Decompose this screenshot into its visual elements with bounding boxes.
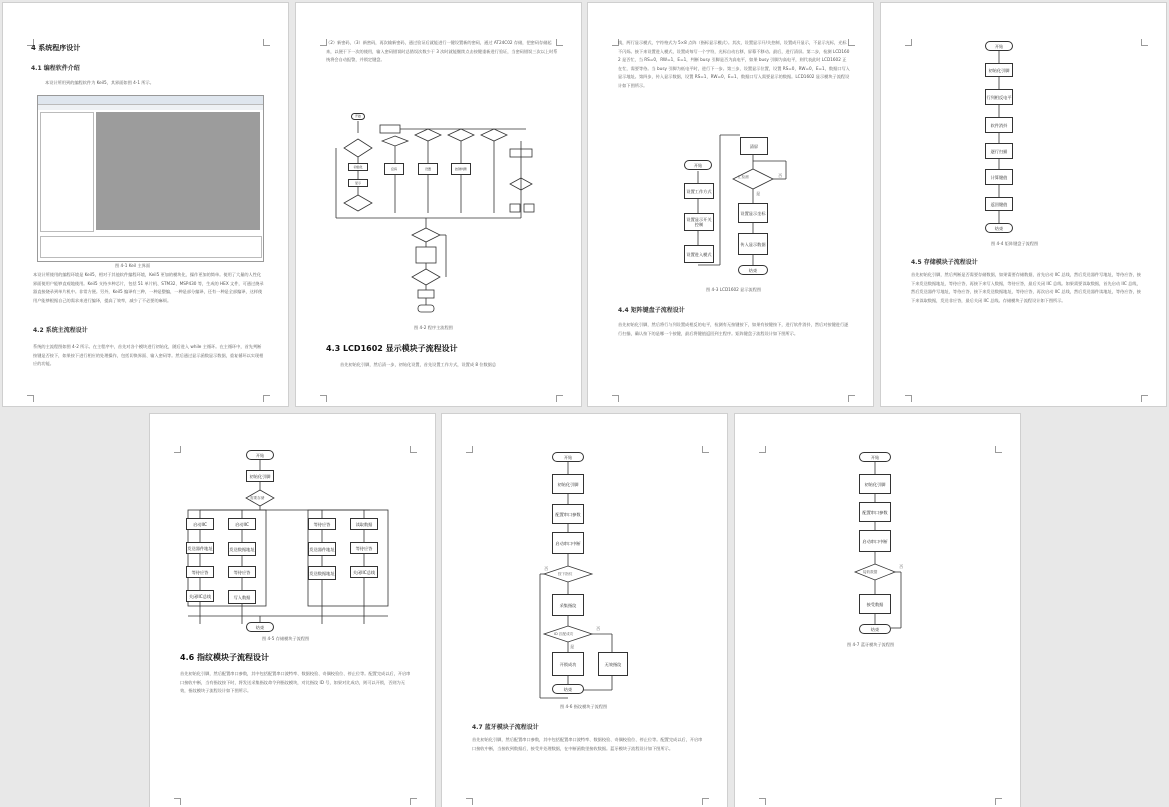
yes-label: 是: [756, 191, 761, 196]
fp-unlock: 开锁成功: [552, 652, 584, 676]
figure-caption: 图 4-2 程序主流程图: [414, 325, 453, 330]
no-label: 否: [544, 566, 549, 571]
document-page-3: [588, 3, 873, 406]
margin-corner: [263, 395, 270, 402]
bt-start: 开始: [859, 452, 891, 462]
document-page-2: [296, 3, 581, 406]
bt-end: 结束: [859, 624, 891, 634]
margin-corner: [759, 798, 766, 805]
no-label: 否: [899, 564, 904, 569]
st-ack-2: 等待应答: [228, 566, 256, 578]
figure-caption: 图 4-4 矩阵键盘子流程图: [991, 241, 1039, 246]
heading-4-4: 4.4 矩阵键盘子流程设计: [618, 307, 685, 314]
figure-caption: 图 4-6 指纹模块子流程图: [560, 704, 608, 709]
st-ack-3: 等待应答: [308, 518, 336, 530]
document-page-5: [150, 414, 435, 807]
paragraph: 首先初始化引脚，然后配置串口参数，其中包括配置串口波特率、数据校验、奇偶校验位、停止位等。配置完成以后，开启串口接收中断，当有指纹按下时，将发送采集指纹命令到指纹模块，对比指纹 ID 号，如果对比成功，则可以开锁，否则为无效，指纹模块子流程设计如下图所示。: [180, 671, 411, 694]
storage-flowchart-lines: [150, 414, 435, 807]
flow-init: 初始化: [348, 163, 368, 171]
bt-data: 接受数据: [859, 594, 891, 614]
margin-corner: [905, 395, 912, 402]
margin-corner: [612, 395, 619, 402]
st-start-iic-2: 启动IIC: [228, 518, 256, 530]
st-ack: 等待应答: [186, 566, 214, 578]
heading-4-1: 4.1 编程软件介绍: [31, 65, 80, 72]
keil-screenshot: [37, 95, 264, 262]
lcd-busy: 忙检测: [738, 175, 749, 179]
fp-match: ID 匹配成功: [554, 632, 574, 636]
st-addr-2: 发送数据地址: [308, 566, 336, 580]
kb-ret: 返回键值: [985, 197, 1013, 211]
st-need: 需要存储: [250, 496, 265, 500]
lcd-mode: 设置工作方式: [684, 183, 714, 199]
kb-row: 逐行扫描: [985, 143, 1013, 159]
bt-recv: 接收数据: [863, 570, 878, 574]
flow-key: 按键判断: [451, 163, 471, 175]
kb-set: 行列相反电平: [985, 89, 1013, 105]
heading-4-2: 4.2 系统主流程设计: [33, 327, 88, 334]
fp-fail: 无效指纹: [598, 652, 628, 676]
figure-caption: 图 4-1 Keil 主界面: [115, 263, 151, 268]
lcd-disp: 设置显示开关控制: [684, 213, 714, 231]
keyboard-flowchart-lines: [881, 3, 1166, 406]
fp-cfg: 配置串口参数: [552, 504, 584, 524]
paragraph: 本设计所使用的编程环境是 Keil5，相对于其他软件编程环境，Keil5 更加的模块化、操作更加的简单。使用了大量的人性化界面使用户能够直观地使用。Keil5 支持多种芯片，包括 51 单片机、STM32、MSP430 等，生成的 HEX 文件，可通过烧录器直接烧录到单片机中。非常方便。另外，Keil5 编译有三种，一种是整编，一种是部分编译，还有一种是全部编译，这样使用户能够根据自己的需求来进行编译，提高了效率，减少了不必要的麻烦。: [33, 272, 264, 303]
lcd-end: 结束: [738, 265, 768, 275]
bt-irq: 启动串口中断: [859, 530, 891, 552]
paragraph: 系统的主流程图如图 4-2 所示。在主程序中，首先对各个模块进行初始化，随后进入 while 主循环。在主循环中，首先判断按键是否按下，如果按下进行相应的处理操作，包括切换界面、输入密码等。然后通过显示函数显示数据，重复循环以实现相应的功能。: [33, 344, 264, 367]
margin-corner: [848, 395, 855, 402]
fp-start: 开始: [552, 452, 584, 462]
lcd-pos: 设置显示坐标: [738, 203, 768, 223]
st-stop-2: 关闭IIC总线: [350, 566, 378, 578]
kb-delay: 软件消抖: [985, 117, 1013, 133]
paragraph: （2）新密码，（3）新密码，再次输新密码，通过验证后就能进行一键设置新的密码，通过 AT24C02 存储，把密码存储起来，以便于下一次的使用，输入密码错误时总错误次数少于 3 次时就能继续点击按键重新进行验证，当密码错误三次以上时系统将会自动报警，并锁定键盘。: [326, 40, 558, 63]
kb-end: 结束: [985, 223, 1013, 233]
margin-corner: [174, 798, 181, 805]
figure-caption: 图 4-3 LCD1602 显示流程图: [706, 287, 762, 292]
margin-corner: [320, 395, 327, 402]
lcd-start: 开始: [684, 160, 712, 170]
paragraph: 线，两行显示模式，字符格式为 5×8 点阵（指标显示模式）。其次，设置显示开/关控制，设置成开显示，不显示光标，光标不闪烁。接下来设置进入模式，设置成每写一个字符，光标自动右移，屏幕不移动。最后，进行清屏。第二步，检测 LCD1602 是否忙，当 RS=0，RW=1，E=1，判断 busy 引脚是否为高电平，如果 busy 引脚为高电平，则代表此时 LCD1602 正在忙，需要等待。当 busy 引脚为低电平时，进行下一步。第三步，设置显示位置，设置 RS=0，RW=0，E=1，数据口写入显示地址。第四步，传入显示数据，设置 RS=1，RW=0，E=1，数据口写入需要显示的数据。LCD1602 显示模块子流程设计如下图所示。: [618, 40, 850, 88]
paragraph: 首先初始化引脚，然后判断是否需要存储数据，如果需要存储数据，首先启动 IIC 总线，然后发送器件写地址，等待应答，接下来发送数据地址，等待应答，再接下来写入数据，等待应答，最后关闭 IIC 总线。如果需要读取数据，首先启动 IIC 总线，然后发送器件写地址，等待应答，接下来发送数据地址，等待应答，再次启动 IIC 总线，然后发送器件读地址，等待应答，接下来读取数据，发送非应答，最后关闭 IIC 总线。存储模块子流程设计如下图所示。: [911, 272, 1141, 303]
no-label: 否: [778, 173, 783, 178]
margin-corner: [466, 798, 473, 805]
fp-init: 初始化引脚: [552, 474, 584, 494]
flow-set: 设置: [418, 163, 438, 175]
st-start: 开始: [246, 450, 274, 460]
st-read: 读取数据: [350, 518, 378, 530]
lcd-entry: 设置进入模式: [684, 245, 714, 263]
fp-collect: 采集指纹: [552, 594, 584, 616]
paragraph: 首先初始化引脚，然后将行与列设置成相反的电平，检测有无按键按下，如果有按键按下，进行软件消抖，然后对按键进行逐行扫描，确认按下的是哪一个按键，最后将键值返回到主程序。矩阵键盘子流程设计如下图所示。: [618, 322, 849, 336]
document-page-6: [442, 414, 727, 807]
document-page-1: [3, 3, 288, 406]
no-label: 否: [596, 626, 601, 631]
bt-cfg: 配置串口参数: [859, 502, 891, 522]
st-init: 初始化引脚: [246, 470, 274, 482]
margin-corner: [556, 395, 563, 402]
paragraph: 首先初始化引脚，然后配置串口参数，其中包括配置串口波特率、数据校验、奇偶校验位、停止位等。配置完成以后，开启串口接收中断，当接收到数据后，接受并处理数据，在中断函数里接收数据。蓝牙模块子流程设计如下图所示。: [472, 737, 703, 751]
st-stop: 关闭IIC总线: [186, 590, 214, 602]
flow-pwd: 密码: [384, 163, 404, 175]
paragraph: 首先初始化引脚，然后清一步，初始化设置，首先设置工作方式，设置成 8 位数据总: [340, 362, 497, 367]
margin-corner: [27, 395, 34, 402]
yes-label: 是: [570, 644, 575, 649]
st-dev-2: 发送器件地址: [308, 542, 336, 556]
margin-corner: [702, 798, 709, 805]
st-dev: 发送器件地址: [186, 542, 214, 554]
flow-start: 开始: [351, 113, 365, 120]
st-end: 结束: [246, 622, 274, 632]
figure-caption: 图 4-5 存储模块子流程图: [262, 636, 310, 641]
flow-show: 显示: [348, 179, 368, 187]
margin-corner: [995, 798, 1002, 805]
heading-4-6: 4.6 指纹模块子流程设计: [180, 653, 269, 662]
kb-start: 开始: [985, 41, 1013, 51]
lcd-clear: 清屏: [740, 137, 768, 155]
st-write: 写入数据: [228, 590, 256, 604]
margin-corner: [410, 798, 417, 805]
st-addr: 发送数据地址: [228, 542, 256, 556]
document-page-7: [735, 414, 1020, 807]
intro-text: 本设计所用到的编程软件为 Keil5，其界面如图 4-1 所示。: [45, 80, 154, 85]
heading-4-7: 4.7 蓝牙模块子流程设计: [472, 724, 539, 731]
margin-corner: [263, 39, 270, 46]
heading-4-5: 4.5 存储模块子流程设计: [911, 259, 978, 266]
document-page-4: [881, 3, 1166, 406]
bt-init: 初始化引脚: [859, 474, 891, 494]
fp-irq: 启动串口中断: [552, 532, 584, 554]
heading-4-3: 4.3 LCD1602 显示模块子流程设计: [326, 344, 458, 353]
figure-caption: 图 4-7 蓝牙模块子流程图: [847, 642, 895, 647]
st-start-iic: 启动IIC: [186, 518, 214, 530]
lcd-data: 传入显示数据: [738, 233, 768, 255]
heading-4: 4 系统程序设计: [31, 44, 81, 52]
st-ack-4: 等待应答: [350, 542, 378, 554]
fp-end: 结束: [552, 684, 584, 694]
margin-corner: [1141, 395, 1148, 402]
kb-col: 计算键值: [985, 169, 1013, 185]
kb-init: 初始化引脚: [985, 63, 1013, 77]
fp-pressed: 按下指纹: [558, 572, 573, 576]
